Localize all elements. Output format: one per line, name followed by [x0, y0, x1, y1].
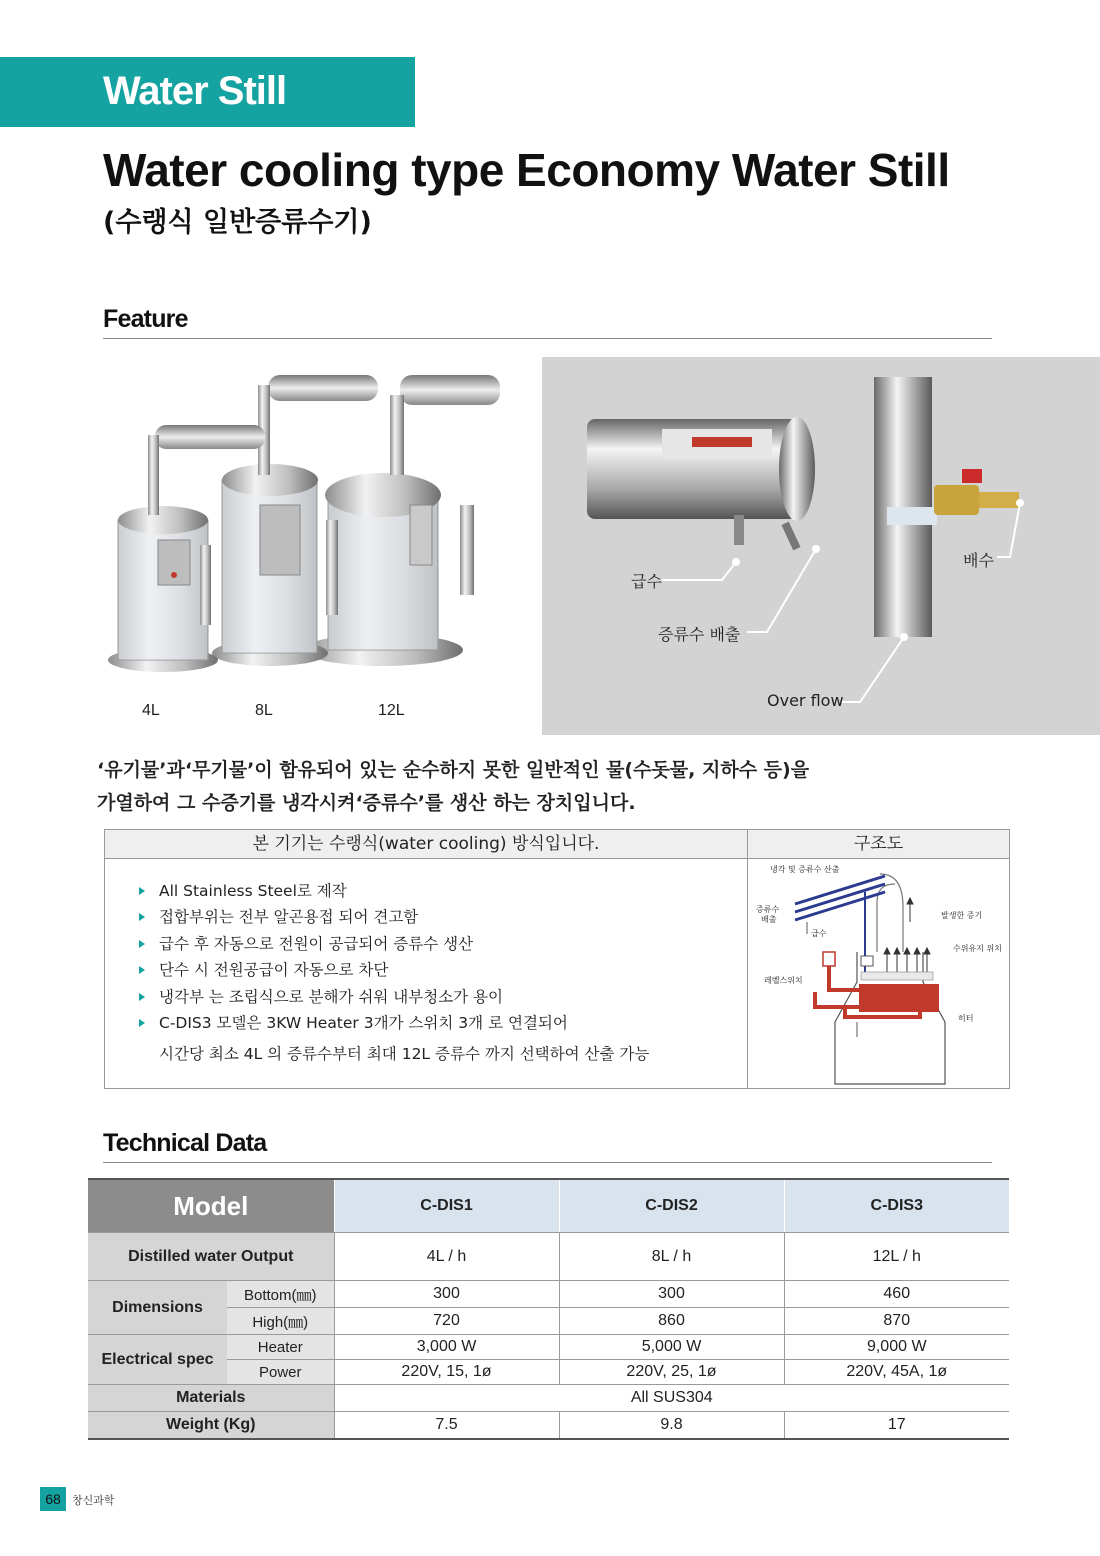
sub-label: Power	[227, 1360, 334, 1385]
table-cell: 860	[559, 1308, 784, 1335]
banner-label: Water Still	[103, 69, 287, 113]
diagram-label-water-level: 수위유지 위치	[953, 944, 1002, 953]
diagram-label-steam: 발생한 증기	[941, 911, 983, 920]
model-header: Model	[88, 1179, 334, 1233]
model-name: C-DIS3	[784, 1179, 1009, 1233]
page-title: Water cooling type Economy Water Still	[103, 144, 950, 196]
feature-box-divider	[747, 858, 748, 1088]
technical-table	[88, 1178, 1009, 1440]
sub-label: High(㎜)	[227, 1308, 334, 1335]
size-label-8l: 8L	[255, 702, 273, 719]
feature-item: 접합부위는 전부 알곤용접 되어 견고함	[139, 904, 739, 930]
technical-rule	[103, 1162, 992, 1163]
table-cell: 720	[334, 1308, 559, 1335]
table-cell: 300	[559, 1281, 784, 1308]
table-header-row	[88, 1179, 1009, 1233]
size-label-4l: 4L	[142, 702, 160, 719]
table-cell: 12L / h	[784, 1233, 1009, 1281]
feature-item: 냉각부 는 조립식으로 분해가 쉬워 내부청소가 용이	[139, 984, 739, 1010]
technical-heading: Technical Data	[103, 1129, 267, 1157]
diagram-label-supply: 급수	[811, 929, 827, 938]
table-row	[88, 1281, 1009, 1308]
feature-item: All Stainless Steel로 제작	[139, 878, 739, 904]
bullet-icon	[139, 966, 145, 974]
table-row	[88, 1385, 1009, 1412]
row-label: Weight (Kg)	[88, 1412, 334, 1440]
table-cell: 9.8	[559, 1412, 784, 1440]
table-cell: 220V, 45A, 1ø	[784, 1360, 1009, 1385]
product-photo	[100, 355, 530, 680]
bullet-icon	[139, 887, 145, 895]
page-subtitle: (수랭식 일반증류수기)	[103, 207, 372, 238]
sub-label: Bottom(㎜)	[227, 1281, 334, 1308]
detail-illustration	[542, 357, 1100, 735]
table-cell: 220V, 25, 1ø	[559, 1360, 784, 1385]
callout-overflow: Over flow	[767, 691, 844, 710]
feature-heading: Feature	[103, 305, 188, 333]
callout-drain: 배수	[963, 551, 994, 570]
bullet-icon	[139, 993, 145, 1001]
table-cell: 5,000 W	[559, 1335, 784, 1360]
table-cell: 17	[784, 1412, 1009, 1440]
structure-diagram	[755, 862, 1007, 1086]
table-cell: 460	[784, 1281, 1009, 1308]
feature-list	[139, 878, 739, 1036]
feature-item: C-DIS3 모델은 3KW Heater 3개가 스위치 3개 로 연결되어	[139, 1010, 739, 1036]
table-cell: 300	[334, 1281, 559, 1308]
feature-box	[104, 829, 1010, 1089]
page-number: 68	[40, 1487, 66, 1511]
detail-photo	[542, 357, 1100, 735]
diagram-label-level-switch: 레벨스위치	[764, 976, 803, 985]
table-cell: 3,000 W	[334, 1335, 559, 1360]
row-label: Materials	[88, 1385, 334, 1412]
bullet-icon	[139, 1019, 145, 1027]
table-cell: 870	[784, 1308, 1009, 1335]
feature-item: 단수 시 전원공급이 자동으로 차단	[139, 957, 739, 983]
diagram-label-outlet-2: 배출	[761, 915, 777, 924]
diagram-label-outlet-1: 증류수	[756, 905, 780, 914]
table-cell: All SUS304	[334, 1385, 1009, 1412]
diagram-label-heater: 히터	[958, 1014, 974, 1023]
sub-label: Heater	[227, 1335, 334, 1360]
callout-distilled-outlet: 증류수 배출	[658, 625, 741, 644]
table-row	[88, 1360, 1009, 1385]
callout-water-supply: 급수	[631, 572, 662, 591]
model-name: C-DIS1	[334, 1179, 559, 1233]
row-label: Distilled water Output	[88, 1233, 334, 1281]
bullet-icon	[139, 940, 145, 948]
feature-rule	[103, 338, 992, 339]
bullet-icon	[139, 913, 145, 921]
row-label: Dimensions	[88, 1281, 227, 1335]
table-row	[88, 1412, 1009, 1440]
publisher-name: 창신과학	[72, 1494, 115, 1507]
description-line-2: 가열하여 그 수증기를 냉각시켜‘증류수’를 생산 하는 장치입니다.	[97, 792, 636, 814]
table-cell: 9,000 W	[784, 1335, 1009, 1360]
size-label-12l: 12L	[378, 702, 405, 719]
description-line-1: ‘유기물’과‘무기물’이 함유되어 있는 순수하지 못한 일반적인 물(수돗물, 지하수 등)을	[97, 759, 810, 781]
feature-box-header: 본 기기는 수랭식(water cooling) 방식입니다.	[105, 830, 748, 859]
section-banner	[0, 57, 415, 127]
model-name: C-DIS2	[559, 1179, 784, 1233]
table-row	[88, 1308, 1009, 1335]
table-cell: 8L / h	[559, 1233, 784, 1281]
structure-header: 구조도	[748, 830, 1009, 859]
feature-item: 급수 후 자동으로 전원이 공급되어 증류수 생산	[139, 931, 739, 957]
table-cell: 220V, 15, 1ø	[334, 1360, 559, 1385]
table-cell: 4L / h	[334, 1233, 559, 1281]
feature-continuation: 시간당 최소 4L 의 증류수부터 최대 12L 증류수 까지 선택하여 산출 가능	[159, 1045, 650, 1063]
table-row	[88, 1335, 1009, 1360]
table-row	[88, 1233, 1009, 1281]
diagram-label-cooling: 냉각 및 증류수 산출	[770, 865, 840, 874]
table-cell: 7.5	[334, 1412, 559, 1440]
row-label: Electrical spec	[88, 1335, 227, 1385]
